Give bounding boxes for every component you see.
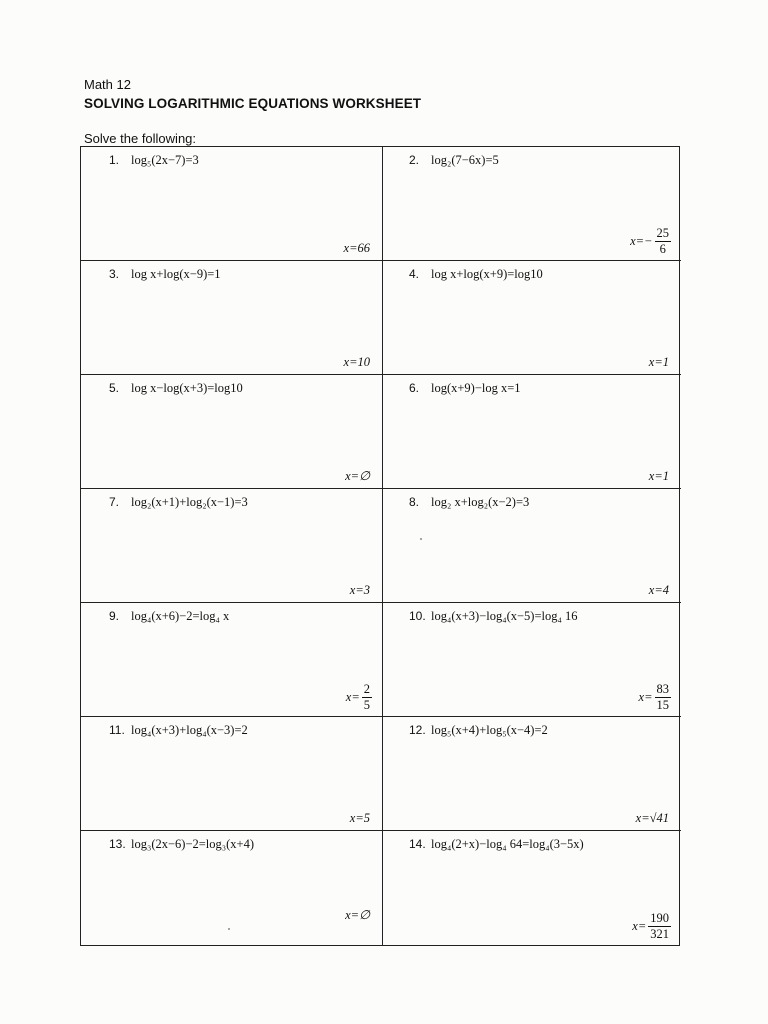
problem-equation: log₄(x+3)−log₄(x−5)=log₄ 16 <box>431 609 578 623</box>
answer-numerator: 190 <box>650 911 669 925</box>
problem-cell <box>81 717 383 831</box>
problem-equation: log₄(x+6)−2=log₄ x <box>131 609 230 623</box>
problem-number: 2. <box>409 153 420 167</box>
problem-grid <box>80 146 680 946</box>
problem-answer: x=∅ <box>345 469 370 483</box>
problem-number: 13. <box>109 837 126 851</box>
scan-speck <box>228 928 230 930</box>
problem-answer: x=3 <box>349 583 370 597</box>
problem-answer: x=1 <box>648 355 669 369</box>
problem-equation: log₄(x+3)+log₄(x−3)=2 <box>131 723 248 737</box>
problem-equation: log(x+9)−log x=1 <box>431 381 521 395</box>
problem-cell <box>383 831 681 945</box>
problem-answer: x=66 <box>343 241 370 255</box>
problem-number: 7. <box>109 495 120 509</box>
problem-cell <box>383 603 681 717</box>
worksheet-title: SOLVING LOGARITHMIC EQUATIONS WORKSHEET <box>84 96 422 111</box>
problem-equation: log₂(7−6x)=5 <box>431 153 499 167</box>
problem-answer: x=∅ <box>345 908 370 922</box>
problem-cell <box>383 489 681 603</box>
answer-numerator: 83 <box>656 682 669 696</box>
problem-number: 8. <box>409 495 420 509</box>
answer-numerator: 25 <box>656 226 669 240</box>
scan-speck <box>420 538 422 540</box>
problem-number: 5. <box>109 381 120 395</box>
problem-cell <box>383 375 681 489</box>
problem-number: 1. <box>109 153 120 167</box>
answer-lhs: x= <box>638 690 653 704</box>
problem-number: 12. <box>409 723 426 737</box>
problem-cell <box>81 603 383 717</box>
problem-number: 9. <box>109 609 120 623</box>
problem-equation: log₄(2+x)−log₄ 64=log₄(3−5x) <box>431 837 584 851</box>
answer-lhs: x=− <box>630 234 653 248</box>
problem-equation: log₅(2x−7)=3 <box>131 153 199 167</box>
answer-denominator: 321 <box>650 927 669 941</box>
answer-numerator: 2 <box>363 682 370 696</box>
problem-cell <box>383 261 681 375</box>
problem-answer: x=4 <box>648 583 669 597</box>
problem-answer: x=5 <box>349 811 370 825</box>
problem-cell <box>383 717 681 831</box>
problem-cell <box>81 147 383 261</box>
problem-number: 11. <box>109 723 125 737</box>
problem-equation: log x−log(x+3)=log10 <box>131 381 243 395</box>
problem-answer: x=10 <box>343 355 370 369</box>
problem-equation: log₅(x+4)+log₅(x−4)=2 <box>431 723 548 737</box>
problem-number: 3. <box>109 267 120 281</box>
problem-equation: log₃(2x−6)−2=log₃(x+4) <box>131 837 255 851</box>
answer-denominator: 6 <box>659 242 666 256</box>
problem-cell <box>383 147 681 261</box>
problem-number: 14. <box>409 837 426 851</box>
problem-equation: log₂(x+1)+log₂(x−1)=3 <box>131 495 248 509</box>
answer-lhs: x= <box>345 690 360 704</box>
problem-cell <box>81 831 383 945</box>
problem-number: 6. <box>409 381 420 395</box>
course-name: Math 12 <box>84 77 131 92</box>
problem-equation: log₂ x+log₂(x−2)=3 <box>431 495 530 509</box>
problem-equation: log x+log(x+9)=log10 <box>431 267 543 281</box>
answer-denominator: 15 <box>656 698 669 712</box>
problem-answer: x=1 <box>648 469 669 483</box>
answer-denominator: 5 <box>363 698 370 712</box>
problem-answer <box>630 226 671 257</box>
problem-answer: x=√41 <box>635 811 669 825</box>
problem-answer <box>639 682 671 713</box>
problem-answer <box>632 911 671 942</box>
problem-cell <box>81 489 383 603</box>
instructions: Solve the following: <box>84 131 197 146</box>
problem-answer <box>346 682 372 713</box>
problem-equation: log x+log(x−9)=1 <box>131 267 221 281</box>
problem-number: 4. <box>409 267 420 281</box>
problem-cell <box>81 261 383 375</box>
answer-lhs: x= <box>632 919 647 933</box>
problem-cell <box>81 375 383 489</box>
problem-number: 10. <box>409 609 426 623</box>
